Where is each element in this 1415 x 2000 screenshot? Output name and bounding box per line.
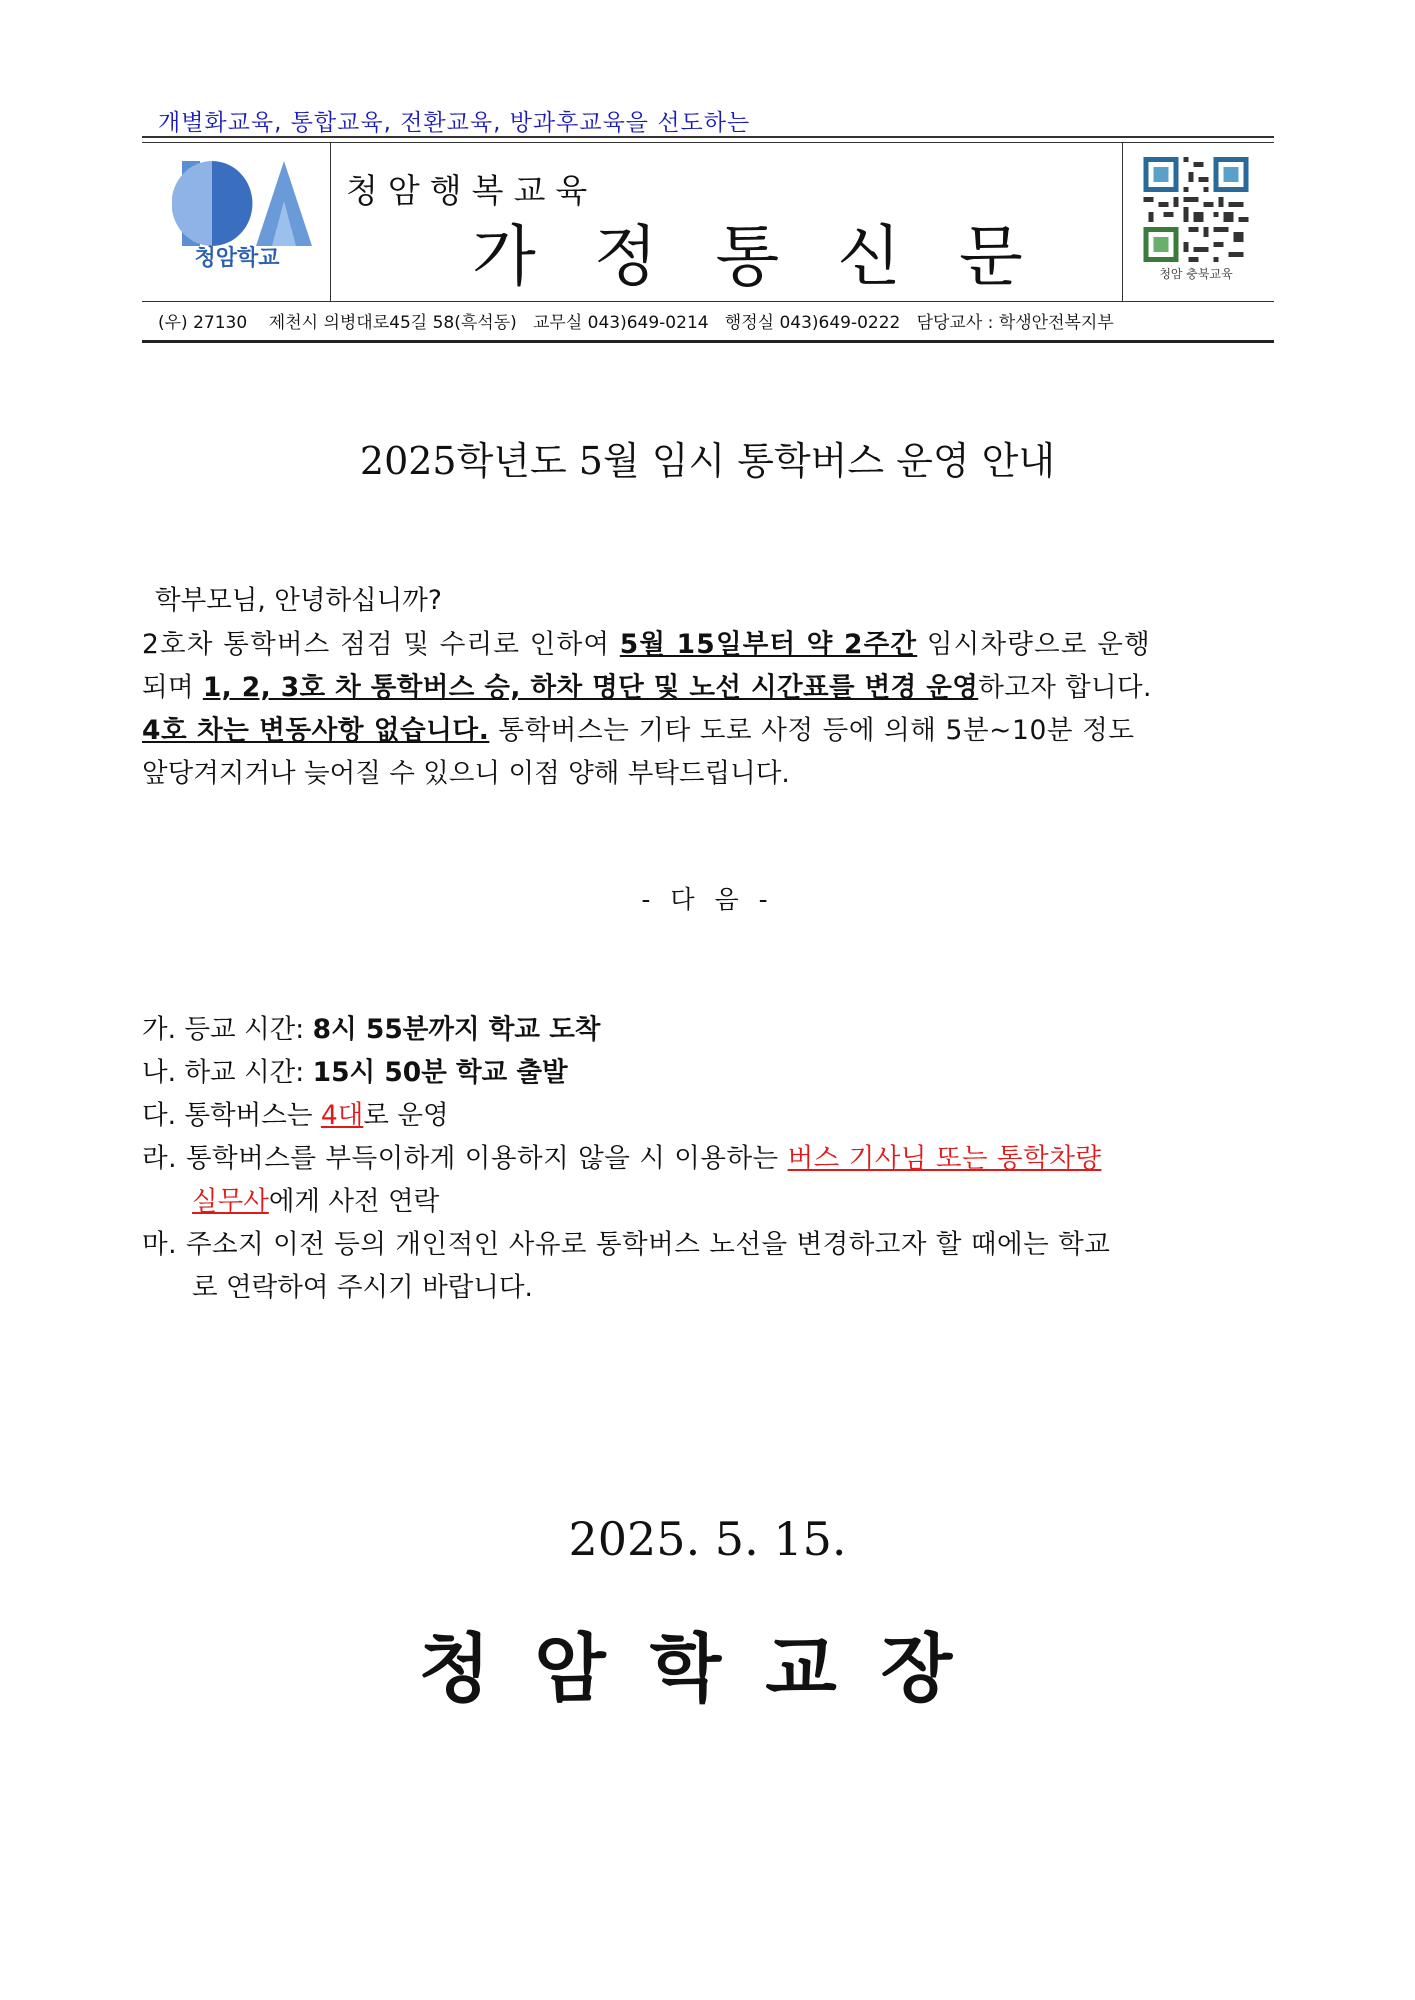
body-line-1	[142, 622, 1151, 661]
item-value: 8시 55분까지 학교 도착	[312, 1014, 601, 1045]
item-da	[142, 1093, 449, 1132]
item-na	[142, 1050, 568, 1089]
item-text: 에게 사전 연락	[268, 1186, 440, 1217]
document-title: 2025학년도 5월 임시 통학버스 운영 안내	[359, 439, 1056, 483]
item-label: 나. 하교 시간:	[142, 1057, 313, 1088]
header-box	[142, 142, 1274, 302]
item-ma-cont: 로 연락하여 주시기 바랍니다.	[192, 1272, 533, 1303]
note-heading: - 다 음 -	[641, 885, 774, 914]
header-divider-left	[330, 143, 331, 301]
qr-caption: 청암 충북교육	[1159, 267, 1233, 281]
body-line-4: 앞당겨지거나 늦어질 수 있으니 이점 양해 부탁드립니다.	[142, 758, 790, 789]
item-text: 로 운영	[363, 1100, 449, 1131]
header-subtitle: 청암행복교육	[346, 171, 598, 210]
item-value: 15시 50분 학교 출발	[312, 1057, 568, 1088]
item-text: 다. 통학버스는	[142, 1100, 321, 1131]
body-text: 임시차량으로 운행	[917, 629, 1151, 660]
item-ra	[142, 1136, 1101, 1175]
header-bottom-rule	[142, 340, 1274, 343]
body-text: 되며	[142, 672, 203, 703]
item-ra-cont	[192, 1179, 439, 1218]
qr-code-icon[interactable]	[1137, 157, 1255, 262]
slogan: 개별화교육, 통합교육, 전환교육, 방과후교육을 선도하는	[158, 110, 751, 136]
body-line-3	[142, 708, 1135, 747]
body-text: 통학버스는 기타 도로 사정 등에 의해 5분~10분 정도	[489, 715, 1135, 746]
item-highlight: 4대	[320, 1100, 364, 1131]
greeting: 학부모님, 안녕하십니까?	[155, 585, 442, 616]
body-emphasis: 4호 차는 변동사항 없습니다.	[142, 715, 490, 746]
item-text: 라. 통학버스를 부득이하게 이용하지 않을 시 이용하는	[142, 1143, 788, 1174]
body-text: 하고자 합니다.	[978, 672, 1152, 703]
item-label: 가. 등교 시간:	[142, 1014, 313, 1045]
item-ma: 마. 주소지 이전 등의 개인적인 사유로 통학버스 노선을 변경하고자 할 때에는 학교	[142, 1229, 1111, 1260]
body-text: 2호차 통학버스 점검 및 수리로 인하여	[142, 629, 620, 660]
item-highlight: 실무사	[192, 1186, 269, 1217]
header-top-rule	[142, 136, 1274, 138]
body-emphasis: 5월 15일부터 약 2주간	[619, 629, 918, 660]
signature: 청암학교장	[418, 1626, 997, 1712]
address-line: (우) 27130 제천시 의병대로45길 58(흑석동) 교무실 043)649-0214 행정실 043)649-0222 담당교사 : 학생안전복지부	[158, 313, 1114, 333]
item-highlight: 버스 기사님 또는 통학차량	[787, 1143, 1102, 1174]
issue-date: 2025. 5. 15.	[568, 1512, 847, 1566]
item-ga	[142, 1007, 600, 1046]
page-title: 가정통신문	[472, 218, 1081, 295]
body-emphasis: 1, 2, 3호 차 통학버스 승, 하차 명단 및 노선 시간표를 변경 운영	[202, 672, 979, 703]
body-line-2	[142, 665, 1152, 704]
header-divider-right	[1122, 143, 1123, 301]
school-logo-text: 청암학교	[194, 246, 280, 271]
